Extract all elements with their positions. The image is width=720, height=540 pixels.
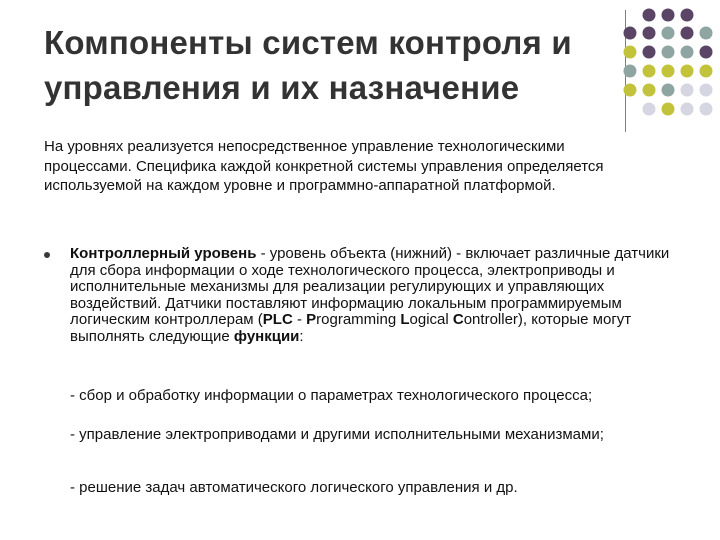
plc-abbr: PLC [262,311,293,329]
slide-title: Компоненты систем контроля и управления и их назначение [44,24,572,106]
text-fragment: ontroller), которые могут выполнять следующие [70,311,632,345]
functions-word: функции [233,327,300,345]
dot [662,84,675,97]
dot [681,9,694,22]
dot [700,46,713,59]
dot [662,46,675,59]
dot [662,65,675,78]
dot [700,65,713,78]
dot [700,84,713,97]
dot [681,27,694,40]
dot [681,46,694,59]
text-fragment: ogical [409,311,453,329]
dot [643,9,656,22]
bullet-marker [44,252,50,258]
dot [681,84,694,97]
dot [643,65,656,78]
bold-letter: L [400,311,410,329]
bold-lead: Контроллерный уровень [70,245,257,262]
function-item-3: - решение задач автоматического логического управления и др. [70,479,518,496]
bold-letter: P [306,311,317,329]
function-item-2: - управление электроприводами и другими исполнительными механизмами; [70,426,604,443]
text-fragment: rogramming [316,311,401,329]
dot [662,27,675,40]
dot [643,84,656,97]
function-item-1: - сбор и обработку информации о параметрах технологического процесса; [70,387,593,404]
dot [662,103,675,116]
text-fragment: - [292,311,307,329]
dot [681,103,694,116]
dot [643,46,656,59]
dot [681,65,694,78]
dot [662,9,675,22]
dot [643,103,656,116]
intro-paragraph: На уровнях реализуется непосредственное управление технологическими процессами. Специфика каждой конкретной системы управления определяется используемой на каждом уровне и программно-аппаратной платформой. [44,138,604,194]
text-fragment: : [299,327,304,345]
bullet-body: - уровень объекта (нижний) - включает различные датчики для сбора информации о ходе технологического процесса, электроприводы и исполнительные механизмы для реализации регулирующих и управляющих воздействий. Датчики поставляют информацию локальным программируемым логическим контроллерам ( [70,245,670,329]
dot [700,103,713,116]
dot [700,27,713,40]
dot [643,27,656,40]
bullet-text [70,246,685,346]
bold-letter: C [452,311,464,329]
decorative-divider [625,10,626,132]
